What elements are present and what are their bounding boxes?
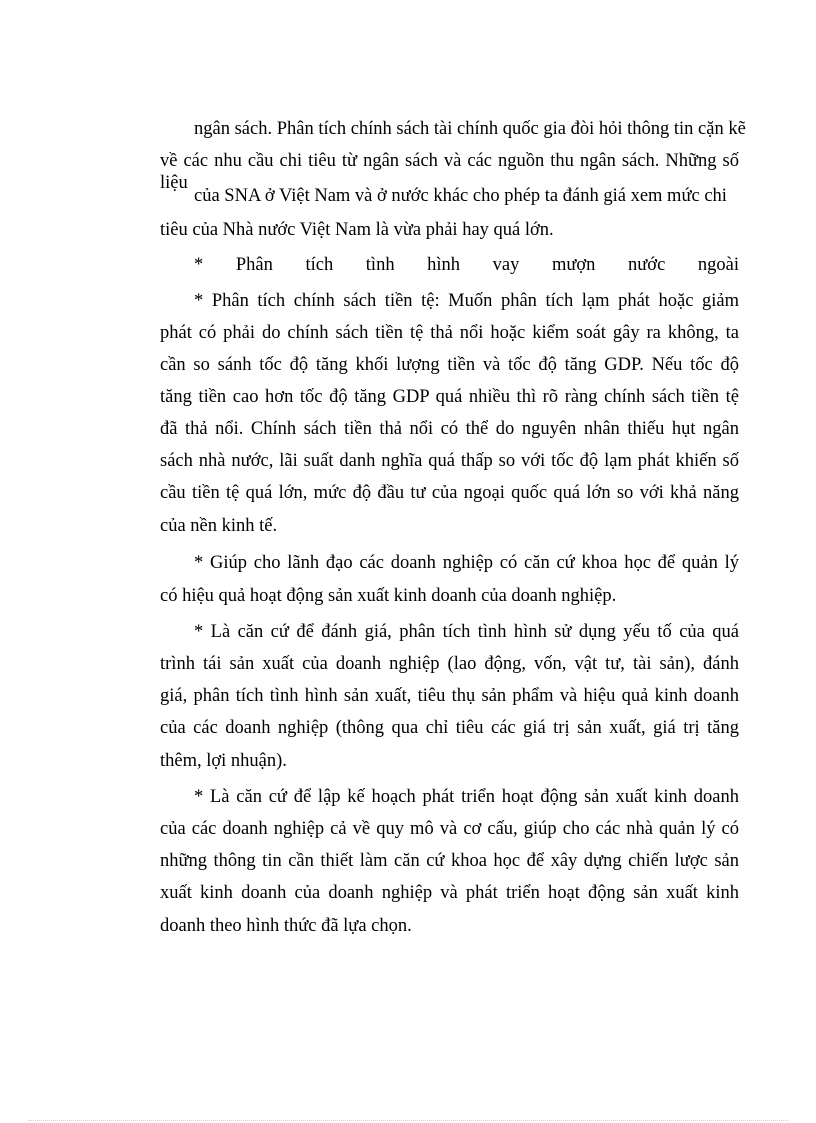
text-line: xuất kinh doanh của doanh nghiệp và phát triển hoạt động sản xuất kinh (160, 883, 739, 903)
text-line: cần so sánh tốc độ tăng khối lượng tiền và tốc độ tăng GDP. Nếu tốc độ (160, 355, 739, 375)
text-line: đã thả nổi. Chính sách tiền thả nổi có thể do nguyên nhân thiếu hụt ngân (160, 419, 739, 439)
text-line: tiêu của Nhà nước Việt Nam là vừa phải hay quá lớn. (160, 220, 554, 240)
text-line: của các doanh nghiệp (thông qua chỉ tiêu các giá trị sản xuất, giá trị tăng (160, 718, 739, 738)
text-line: * Phân tích chính sách tiền tệ: Muốn phân tích lạm phát hoặc giảm (194, 291, 739, 311)
text-line: tăng tiền cao hơn tốc độ tăng GDP quá nhiều thì rõ ràng chính sách tiền tệ (160, 387, 739, 407)
text-line: có hiệu quả hoạt động sản xuất kinh doanh của doanh nghiệp. (160, 586, 617, 606)
text-line: về các nhu cầu chi tiêu từ ngân sách và các nguồn thu ngân sách. Những số liệu (160, 151, 739, 193)
text-line: sách nhà nước, lãi suất danh nghĩa quá thấp so với tốc độ lạm phát khiến số (160, 451, 739, 471)
text-line: giá, phân tích tình hình sản xuất, tiêu thụ sản phẩm và hiệu quả kinh doanh (160, 686, 739, 706)
text-line: doanh theo hình thức đã lựa chọn. (160, 916, 412, 936)
text-line: của các doanh nghiệp cả về quy mô và cơ cấu, giúp cho các nhà quản lý có (160, 819, 739, 839)
text-line: thêm, lợi nhuận). (160, 751, 287, 771)
text-line: phát có phải do chính sách tiền tệ thả nổi hoặc kiểm soát gây ra không, ta (160, 323, 739, 343)
text-line: ngân sách. Phân tích chính sách tài chính quốc gia đòi hỏi thông tin cặn kẽ (194, 119, 746, 139)
text-line: * Giúp cho lãnh đạo các doanh nghiệp có căn cứ khoa học để quản lý (194, 553, 739, 573)
text-line: trình tái sản xuất của doanh nghiệp (lao động, vốn, vật tư, tài sản), đánh (160, 654, 739, 674)
text-line: * Phân tích tình hình vay mượn nước ngoài (194, 255, 739, 275)
text-line: * Là căn cứ để đánh giá, phân tích tình hình sử dụng yếu tố của quá (194, 622, 739, 642)
text-line: của nền kinh tế. (160, 516, 278, 536)
page-bottom-divider (28, 1120, 788, 1121)
text-line: những thông tin cần thiết làm căn cứ khoa học để xây dựng chiến lược sản (160, 851, 739, 871)
text-line: cầu tiền tệ quá lớn, mức độ đầu tư của ngoại quốc quá lớn so với khả năng (160, 483, 739, 503)
text-line: * Là căn cứ để lập kế hoạch phát triển hoạt động sản xuất kinh doanh (194, 787, 739, 807)
text-line: của SNA ở Việt Nam và ở nước khác cho phép ta đánh giá xem mức chi (194, 186, 727, 206)
